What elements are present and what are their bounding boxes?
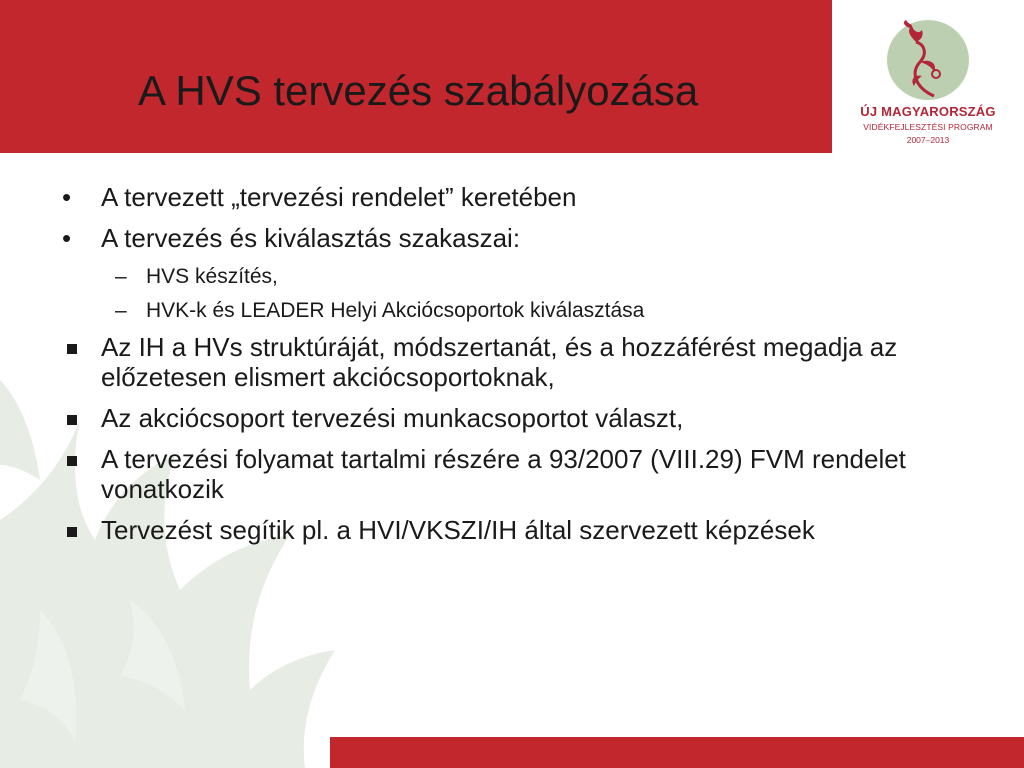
footer-band — [330, 737, 1024, 768]
header-band — [0, 0, 832, 153]
list-item-text: Tervezést segítik pl. a HVI/VKSZI/IH által szervezett képzések — [101, 515, 815, 545]
list-item-text: HVK-k és LEADER Helyi Akciócsoportok kiválasztása — [146, 299, 645, 322]
list-item-text: A tervezés és kiválasztás szakaszai: — [101, 223, 521, 253]
logo-line-3: 2007–2013 — [906, 135, 950, 145]
list-item — [60, 332, 990, 392]
logo-line-2: VIDÉKFEJLESZTÉSI PROGRAM — [863, 122, 993, 132]
bullet-dot: • — [62, 223, 72, 253]
list-item-text: A tervezett „tervezési rendelet” keretében — [101, 182, 577, 212]
list-item-text: Az akciócsoport tervezési munkacsoportot választ, — [101, 403, 684, 433]
list-item-text: Az IH a HVs struktúráját, módszertanát, és a hozzáférést megadja az előzetesen elismert akciócsoportoknak, — [101, 332, 898, 392]
bullet-square — [67, 415, 77, 425]
list-item — [60, 403, 990, 433]
bullet-dash: – — [115, 299, 127, 322]
list-item — [60, 444, 990, 504]
sub-list-item — [60, 298, 990, 323]
slide-title: A HVS tervezés szabályozása — [138, 67, 699, 114]
bullet-dash: – — [115, 265, 127, 288]
logo-line-1: ÚJ MAGYARORSZÁG — [860, 104, 996, 119]
list-item-text: A tervezési folyamat tartalmi részére a 93/2007 (VIII.29) FVM rendelet vonatkozik — [101, 444, 906, 504]
flower-logo-icon — [876, 18, 980, 102]
list-item — [60, 223, 990, 253]
bullet-dot: • — [62, 182, 72, 212]
bullet-square — [67, 344, 77, 354]
list-item — [60, 515, 990, 545]
sub-list-item — [60, 264, 990, 289]
bullet-square — [67, 527, 77, 537]
program-logo — [832, 0, 1024, 153]
list-item-text: HVS készítés, — [146, 265, 278, 288]
bullet-square — [67, 456, 77, 466]
list-item — [60, 182, 990, 212]
bullet-list — [60, 182, 990, 556]
